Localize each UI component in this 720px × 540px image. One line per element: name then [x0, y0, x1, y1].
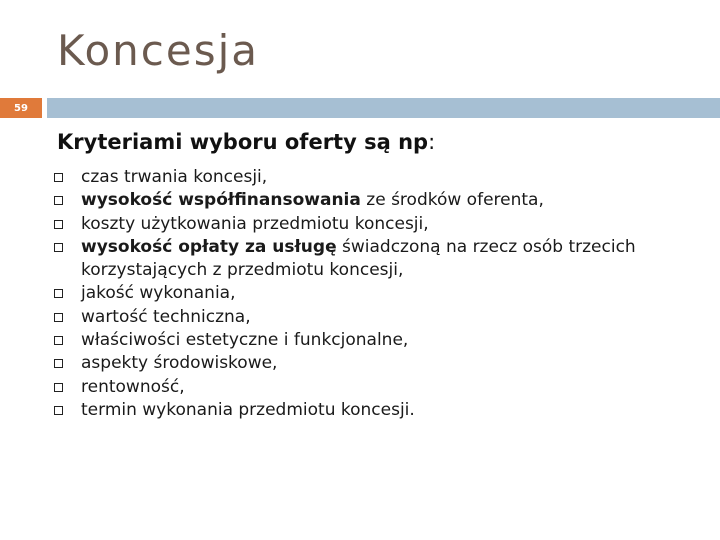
item-bold: wysokość współfinansowania: [81, 190, 361, 211]
list-item: [52, 399, 702, 422]
list-item: [52, 352, 702, 375]
item-bold: wysokość opłaty za usługę: [81, 236, 337, 257]
square-bullet-icon: [54, 313, 63, 322]
criteria-list: [52, 166, 702, 422]
list-item: [52, 376, 702, 399]
list-item: [52, 166, 702, 189]
list-item: [52, 282, 702, 305]
item-text: jakość wykonania,: [81, 283, 236, 304]
list-item: [52, 329, 702, 352]
square-bullet-icon: [54, 406, 63, 415]
square-bullet-icon: [54, 289, 63, 298]
item-text: ze środków oferenta,: [360, 190, 544, 211]
title-divider-band: [47, 98, 720, 118]
list-item: [52, 306, 702, 329]
square-bullet-icon: [54, 173, 63, 182]
item-text: właściwości estetyczne i funkcjonalne,: [81, 330, 409, 351]
square-bullet-icon: [54, 196, 63, 205]
slide-number-badge: [0, 98, 42, 118]
slide-number: 59: [14, 102, 28, 114]
list-item: [52, 189, 702, 212]
item-text: aspekty środowiskowe,: [81, 353, 278, 374]
item-text: czas trwania koncesji,: [81, 167, 268, 187]
item-text: świadczoną na rzecz osób trzecich korzystających z przedmiotu koncesji,: [81, 236, 636, 281]
square-bullet-icon: [54, 359, 63, 368]
item-text: rentowność,: [81, 376, 185, 397]
square-bullet-icon: [54, 243, 63, 252]
heading-text: Kryteriami wyboru oferty są np: [57, 130, 429, 154]
item-text: wartość techniczna,: [81, 306, 251, 327]
square-bullet-icon: [54, 220, 63, 229]
heading-colon: :: [428, 130, 436, 154]
square-bullet-icon: [54, 383, 63, 392]
list-item: [52, 236, 702, 283]
slide-heading: [57, 130, 435, 154]
slide-title: Koncesja: [57, 26, 259, 75]
list-item: [52, 213, 702, 236]
item-text: koszty użytkowania przedmiotu koncesji,: [81, 213, 429, 234]
square-bullet-icon: [54, 336, 63, 345]
item-text: termin wykonania przedmiotu koncesji.: [81, 399, 415, 420]
